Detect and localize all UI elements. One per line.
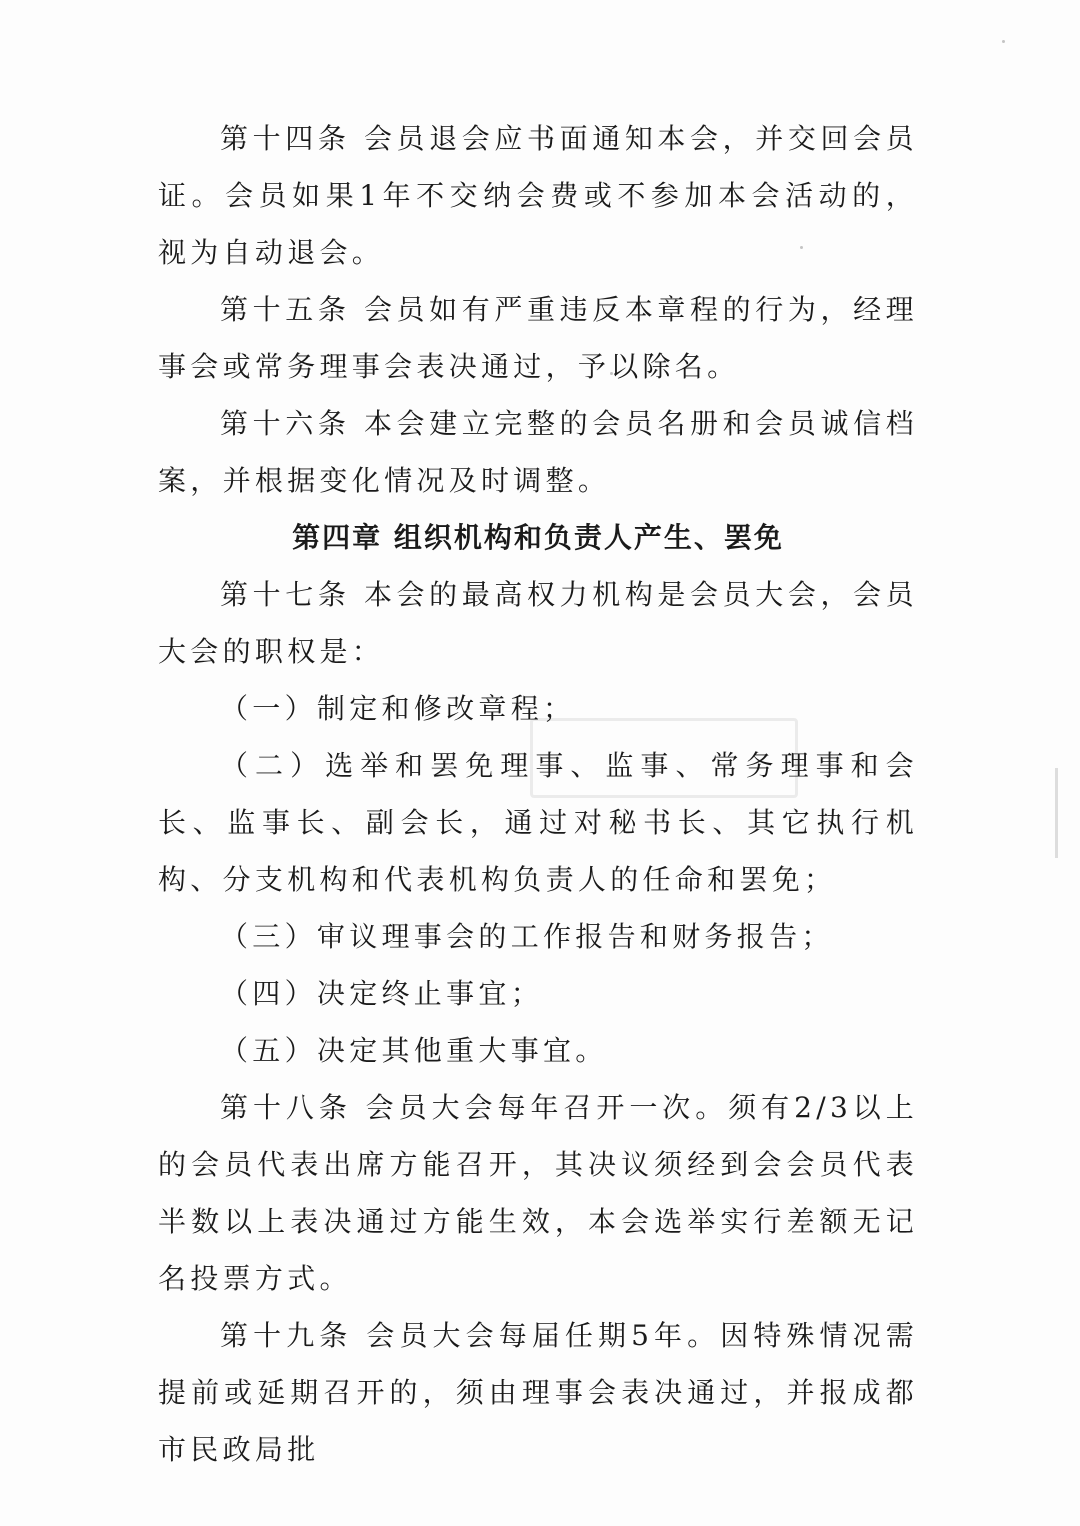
document-body [158,110,918,1478]
list-item-1: （一）制定和修改章程； [220,692,576,725]
article-19: 第十九条 会员大会每届任期5年。因特殊情况需提前或延期召开的，须由理事会表决通过，并报成都市民政局批 [158,1319,918,1466]
scan-speck [1002,40,1005,43]
list-item-3: （三）审议理事会的工作报告和财务报告； [220,920,834,953]
article-14: 第十四条 会员退会应书面通知本会，并交回会员证。会员如果1年不交纳会费或不参加本会活动的，视为自动退会。 [158,122,918,269]
chapter-title: 第四章 组织机构和负责人产生、罢免 [292,521,784,554]
article-18: 第十八条 会员大会每年召开一次。须有2/3以上的会员代表出席方能召开，其决议须经到会会员代表半数以上表决通过方能生效，本会选举实行差额无记名投票方式。 [158,1091,918,1295]
article-17: 第十七条 本会的最高权力机构是会员大会，会员大会的职权是： [158,578,918,668]
list-item-4: （四）决定终止事宜； [220,977,544,1010]
list-item-5: （五）决定其他重大事宜。 [220,1034,608,1067]
article-15: 第十五条 会员如有严重违反本章程的行为，经理事会或常务理事会表决通过，予以除名。 [158,293,918,383]
page-edge-stamp [1055,768,1072,858]
article-16: 第十六条 本会建立完整的会员名册和会员诚信档案，并根据变化情况及时调整。 [158,407,918,497]
list-item-2: （二）选举和罢免理事、监事、常务理事和会长、监事长、副会长，通过对秘书长、其它执行机构、分支机构和代表机构负责人的任命和罢免； [158,749,918,896]
